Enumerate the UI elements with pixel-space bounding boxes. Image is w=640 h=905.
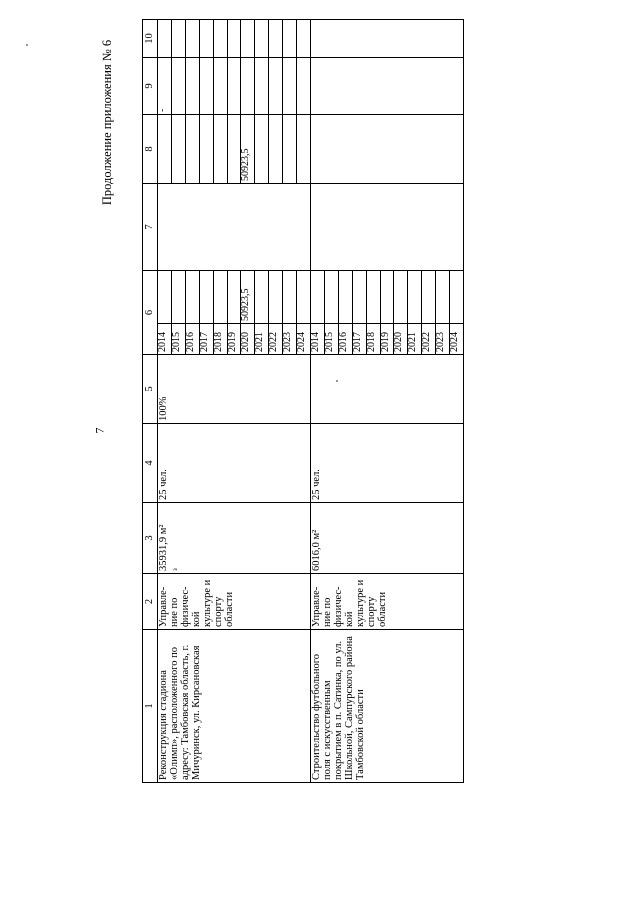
table-row bbox=[158, 20, 172, 783]
col9-cell bbox=[297, 58, 311, 115]
col10-cell bbox=[171, 20, 185, 58]
col10-cell bbox=[213, 20, 227, 58]
col8-value-cell bbox=[255, 115, 269, 184]
people-cell: 25 чел. bbox=[310, 424, 463, 503]
table-wrapper bbox=[142, 20, 464, 783]
col8-cell bbox=[310, 115, 463, 184]
col6-value-cell bbox=[338, 271, 352, 324]
capacity-cell bbox=[158, 503, 311, 574]
col7-cell bbox=[158, 184, 311, 271]
col7-cell bbox=[310, 184, 463, 271]
col6-value-cell: 50923,5 bbox=[241, 271, 255, 324]
col6-value-cell bbox=[436, 271, 450, 324]
year-cell: 2017 bbox=[199, 324, 213, 355]
responsible-cell: Управле-ние по физичес-кой культуре и спорту области bbox=[158, 574, 311, 630]
col6-value-cell bbox=[269, 271, 283, 324]
year-cell: 2015 bbox=[324, 324, 338, 355]
col6-value-cell bbox=[199, 271, 213, 324]
col6-value-cell bbox=[324, 271, 338, 324]
year-cell: 2018 bbox=[366, 324, 380, 355]
capacity-value: 35931,9 м² bbox=[158, 524, 169, 571]
appendix-continuation-label bbox=[93, 20, 123, 225]
col8-value-cell bbox=[158, 115, 172, 184]
col10-cell bbox=[227, 20, 241, 58]
col9-cell bbox=[227, 58, 241, 115]
col6-value-cell bbox=[422, 271, 436, 324]
col10-cell bbox=[283, 20, 297, 58]
year-cell: 2014 bbox=[158, 324, 172, 355]
col10-cell bbox=[158, 20, 172, 58]
page-number bbox=[90, 420, 110, 440]
col6-value-cell bbox=[310, 271, 324, 324]
col6-value-cell bbox=[366, 271, 380, 324]
header-cell-9: 9 bbox=[143, 58, 158, 115]
col8-value-cell bbox=[171, 115, 185, 184]
table-row bbox=[310, 20, 324, 783]
year-cell: 2018 bbox=[213, 324, 227, 355]
col6-value-cell bbox=[255, 271, 269, 324]
col6-value-cell bbox=[227, 271, 241, 324]
col9-cell bbox=[185, 58, 199, 115]
scan-speck bbox=[26, 44, 28, 46]
col6-value-cell bbox=[185, 271, 199, 324]
year-cell: 2015 bbox=[171, 324, 185, 355]
header-cell-2: 2 bbox=[143, 574, 158, 630]
col9-cell bbox=[310, 58, 463, 115]
col8-value-cell bbox=[199, 115, 213, 184]
year-cell: 2023 bbox=[283, 324, 297, 355]
year-cell: 2022 bbox=[422, 324, 436, 355]
col10-cell bbox=[310, 20, 463, 58]
col6-value-cell bbox=[213, 271, 227, 324]
col6-value-cell bbox=[450, 271, 464, 324]
appendix-label-text: Продолжение приложения № 6 bbox=[100, 39, 115, 206]
col10-cell bbox=[185, 20, 199, 58]
col9-cell bbox=[283, 58, 297, 115]
year-cell: 2016 bbox=[338, 324, 352, 355]
year-cell: 2021 bbox=[255, 324, 269, 355]
header-cell-3: 3 bbox=[143, 503, 158, 574]
col8-value-cell bbox=[283, 115, 297, 184]
col10-cell bbox=[297, 20, 311, 58]
year-cell: 2021 bbox=[408, 324, 422, 355]
header-cell-1: 1 bbox=[143, 630, 158, 783]
rotated-table-container bbox=[142, 20, 464, 783]
col8-value-cell bbox=[269, 115, 283, 184]
col10-cell bbox=[241, 20, 255, 58]
col9-cell bbox=[158, 58, 172, 115]
project-name-cell: Строительство футбольного поля с искусственным покрытием в п. Сатинка, по ул. Школьной, Сампурского района Тамбовской области bbox=[310, 630, 463, 783]
scan-speck bbox=[336, 380, 338, 382]
col6-value-cell bbox=[352, 271, 366, 324]
capacity-extra: з bbox=[171, 568, 179, 571]
program-table bbox=[142, 19, 464, 783]
header-cell-10: 10 bbox=[143, 20, 158, 58]
readiness-cell: 100% bbox=[158, 355, 311, 424]
col6-value-cell bbox=[394, 271, 408, 324]
project-name-cell: Реконструкция стадиона «Олимп», расположенного по адресу: Тамбовская область, г. Мичуринск, ул. Кирсановская bbox=[158, 630, 311, 783]
col6-value-cell bbox=[297, 271, 311, 324]
responsible-cell: Управле-ние по физичес-кой культуре и спорту области bbox=[310, 574, 463, 630]
col6-value-cell bbox=[380, 271, 394, 324]
year-cell: 2020 bbox=[394, 324, 408, 355]
col6-value-cell bbox=[283, 271, 297, 324]
year-cell: 2024 bbox=[297, 324, 311, 355]
col9-cell bbox=[241, 58, 255, 115]
header-cell-6: 6 bbox=[143, 271, 158, 355]
year-cell: 2024 bbox=[450, 324, 464, 355]
col8-value-cell bbox=[185, 115, 199, 184]
col9-cell bbox=[255, 58, 269, 115]
col10-cell bbox=[199, 20, 213, 58]
col8-value-cell: 50923,5 bbox=[241, 115, 255, 184]
year-cell: 2019 bbox=[227, 324, 241, 355]
col6-value-cell bbox=[408, 271, 422, 324]
year-cell: 2022 bbox=[269, 324, 283, 355]
col8-value-cell bbox=[227, 115, 241, 184]
col9-cell bbox=[199, 58, 213, 115]
col8-value-cell bbox=[297, 115, 311, 184]
col6-value-cell bbox=[171, 271, 185, 324]
col10-cell bbox=[255, 20, 269, 58]
header-cell-5: 5 bbox=[143, 355, 158, 424]
col10-cell bbox=[269, 20, 283, 58]
col9-cell bbox=[213, 58, 227, 115]
year-cell: 2017 bbox=[352, 324, 366, 355]
capacity-cell: 6016,0 м² bbox=[310, 503, 463, 574]
year-cell: 2023 bbox=[436, 324, 450, 355]
page-number-text: 7 bbox=[92, 427, 107, 433]
table-header-row bbox=[143, 20, 158, 783]
people-cell: 25 чел. bbox=[158, 424, 311, 503]
header-cell-4: 4 bbox=[143, 424, 158, 503]
col9-cell bbox=[171, 58, 185, 115]
year-cell: 2014 bbox=[310, 324, 324, 355]
readiness-cell bbox=[310, 355, 463, 424]
col9-cell bbox=[269, 58, 283, 115]
col8-value-cell bbox=[213, 115, 227, 184]
year-cell: 2016 bbox=[185, 324, 199, 355]
col6-value-cell bbox=[158, 271, 172, 324]
dash-mark: - bbox=[157, 108, 168, 112]
year-cell: 2020 bbox=[241, 324, 255, 355]
header-cell-7: 7 bbox=[143, 184, 158, 271]
header-cell-8: 8 bbox=[143, 115, 158, 184]
year-cell: 2019 bbox=[380, 324, 394, 355]
